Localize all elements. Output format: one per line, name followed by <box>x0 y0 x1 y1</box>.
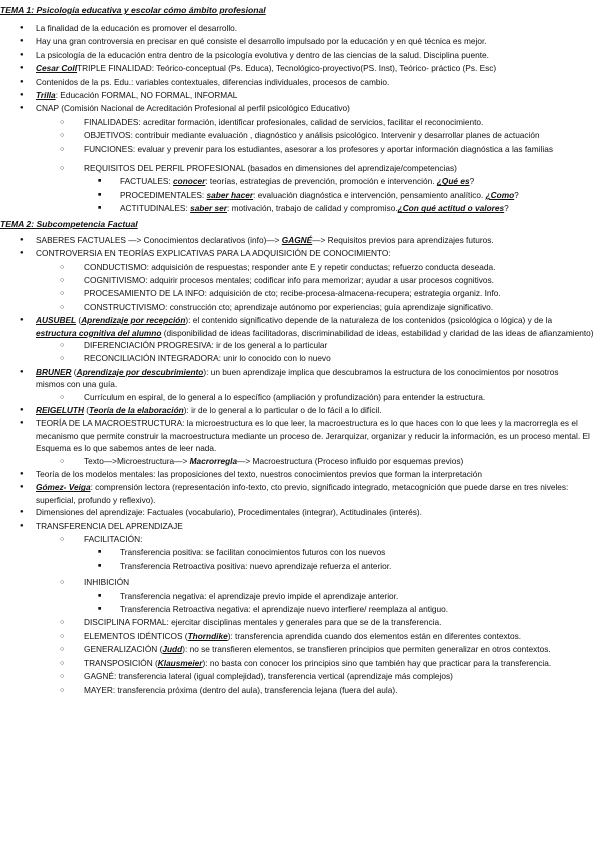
sub-item: ○ PROCESAMIENTO DE LA INFO: adquisición de cto; recibe-procesa-almacena-recupera; estrategia organiz. Info. <box>0 287 600 300</box>
tema1-title: TEMA 1: Psicología educativa y escolar cómo ámbito profesional <box>0 5 266 15</box>
list-item-ausubel: ● AUSUBEL (Aprendizaje por recepción): el contenido significativo depende de la naturaleza de los contenidos (psicológica o lógica) y de la estructura cognitiva del alumno (disponibilidad de ideas facilitadoras, discriminabilidad de ideas, estabilidad y claridad de las ideas de afianzamiento) <box>0 314 600 339</box>
list-item-coll: ● Cesar CollTRIPLE FINALIDAD: Teórico-conceptual (Ps. Educa), Tecnológico-proyectivo(PS. Inst), Teórico- práctico (Ps. Esc) <box>0 62 600 75</box>
sub-item: ○ CONSTRUCTIVISMO: construcción cto; aprendizaje autónomo por experiencias; guía aprendizaje significativo. <box>0 301 600 314</box>
sub-sub-item: ■ ACTITUDINALES: saber ser: motivación, trabajo de calidad y compromiso.¿Con qué actitud o valores? <box>0 202 600 215</box>
sub-item: ○ Currículum en espiral, de lo general a lo específico (ampliación y profundización) para entender la estructura. <box>0 391 600 404</box>
sub-sub-item: ■ Transferencia Retroactiva positiva: nuevo aprendizaje refuerza el anterior. <box>0 560 600 573</box>
list-item: ● Teoría de los modelos mentales: las proposiciones del texto, nuestros conocimientos previos que forman la interpretación <box>0 468 600 481</box>
sub-item: ○ GENERALIZACIÓN (Judd): no se transfieren elementos, se transfieren principios que permiten generalizar en otros contextos. <box>0 643 600 656</box>
list-item-saberes: ● SABERES FACTUALES —> Conocimientos declarativos (info)—> GAGNÉ—> Requisitos previos para aprendizajes futuros. <box>0 234 600 247</box>
sub-sub-item: ■ FACTUALES: conocer: teorías, estrategias de prevención, promoción e intervención. ¿Qué es? <box>0 175 600 188</box>
list-item: ● Dimensiones del aprendizaje: Factuales (vocabulario), Procedimentales (integrar), Actitudinales (interés). <box>0 506 600 519</box>
sub-item: ○ TRANSPOSICIÓN (Klausmeier): no basta con conocer los principios sino que también hay que practicar para la transferencia. <box>0 657 600 670</box>
sub-item: ○ FINALIDADES: acreditar formación, identificar profesionales, calidad de servicios, facilitar el reconocimiento. <box>0 116 600 129</box>
list-item: ● Hay una gran controversia en precisar en qué consiste el desarrollo impulsado por la educación y en qué técnica es mejor. <box>0 35 600 48</box>
list-item-gomez: ● Gómez- Veiga: comprensión lectora (representación info-texto, cto previo, significado integrado, metacognición que puede darse en tres niveles: superficial, profundo y reflexivo). <box>0 481 600 506</box>
sub-item-requisitos: ○ REQUISITOS DEL PERFIL PROFESIONAL (basados en dimensiones del aprendizaje/competencias) <box>0 162 600 175</box>
sub-sub-item: ■ Transferencia Retroactiva negativa: el aprendizaje nuevo interfiere/ reemplaza al antiguo. <box>0 603 600 616</box>
list-item: ● La psicología de la educación entra dentro de la psicología evolutiva y dentro de las ciencias de la salud. Disciplina puente. <box>0 49 600 62</box>
sub-item: ○ DIFERENCIACIÓN PROGRESIVA: ir de los general a lo particular <box>0 339 600 352</box>
list-item-cnap: ● CNAP (Comisión Nacional de Acreditación Profesional al perfil psicológico Educativo) <box>0 102 600 115</box>
sub-item: ○ OBJETIVOS: contribuir mediante evaluación , diagnóstico y análisis psicológico. Intervenir y desarrollar planes de actuación <box>0 129 600 142</box>
sub-item: ○ FACILITACIÓN: <box>0 533 600 546</box>
sub-item: ○ COGNITIVISMO: adquirir procesos mentales; codificar info para memorizar; ayudar a usar procesos cognitivos. <box>0 274 600 287</box>
sub-item: ○ FUNCIONES: evaluar y prevenir para los estudiantes, asesorar a los profesores y aportar información diagnóstica a las familias <box>0 143 600 156</box>
sub-item: ○ GAGNÉ: transferencia lateral (igual complejidad), transferencia vertical (aprendizaje más complejos) <box>0 670 600 683</box>
list-item-trilla: ● Trilla: Educación FORMAL, NO FORMAL, INFORMAL <box>0 89 600 102</box>
sub-sub-item: ■ Transferencia negativa: el aprendizaje previo impide el aprendizaje anterior. <box>0 590 600 603</box>
list-item-macroestructura: ● TEORÍA DE LA MACROESTRUCTURA: la microestructura es lo que leer, la macroestructura es lo que haces con lo que lees y la macrorregla es el mecanismo que permite construir la macroestructura mediante un proceso de. Jerarquizar, organizar y reducir la información, es un proceso mental. El Esquema es lo que sabemos antes de leer nada. <box>0 417 600 454</box>
sub-item: ○ CONDUCTISMO: adquisición de respuestas; responder ante E y repetir conductas; refuerzo conducta deseada. <box>0 261 600 274</box>
sub-item: ○ MAYER: transferencia próxima (dentro del aula), transferencia lejana (fuera del aula). <box>0 684 600 697</box>
sub-item: ○ INHIBICIÓN <box>0 576 600 589</box>
sub-item: ○ Texto—>Microestructura—> Macrorregla—> Macroestructura (Proceso influido por esquemas previos) <box>0 455 600 468</box>
list-item-controversia: ● CONTROVERSIA EN TEORÍAS EXPLICATIVAS PARA LA ADQUISICIÓN DE CONOCIMIENTO: <box>0 247 600 260</box>
sub-item: ○ DISCIPLINA FORMAL: ejercitar disciplinas mentales y generales para que se de la transferencia. <box>0 616 600 629</box>
sub-sub-item: ■ PROCEDIMENTALES: saber hacer: evaluación diagnóstica e intervención, pensamiento analítico. ¿Como? <box>0 189 600 202</box>
sub-item: ○ RECONCILIACIÓN INTEGRADORA: unir lo conocido con lo nuevo <box>0 352 600 365</box>
sub-sub-item: ■ Transferencia positiva: se facilitan conocimientos futuros con los nuevos <box>0 546 600 559</box>
tema2-title: TEMA 2: Subcompetencia Factual <box>0 218 138 229</box>
list-item-bruner: ● BRUNER (Aprendizaje por descubrimiento): un buen aprendizaje implica que descubramos la estructura de los conocimientos por nosotros mismos con una guía. <box>0 366 600 391</box>
list-item-transferencia: ● TRANSFERENCIA DEL APRENDIZAJE <box>0 520 600 533</box>
sub-item: ○ ELEMENTOS IDÉNTICOS (Thorndike): transferencia aprendida cuando dos elementos están en diferentes contextos. <box>0 630 600 643</box>
list-item: ● Contenidos de la ps. Edu.: variables contextuales, diferencias individuales, procesos de cambio. <box>0 76 600 89</box>
list-item: ● La finalidad de la educación es promover el desarrollo. <box>0 22 600 35</box>
list-item-reigeluth: ● REIGELUTH (Teoría de la elaboración): ir de lo general a lo particular o de lo fácil a lo difícil. <box>0 404 600 417</box>
